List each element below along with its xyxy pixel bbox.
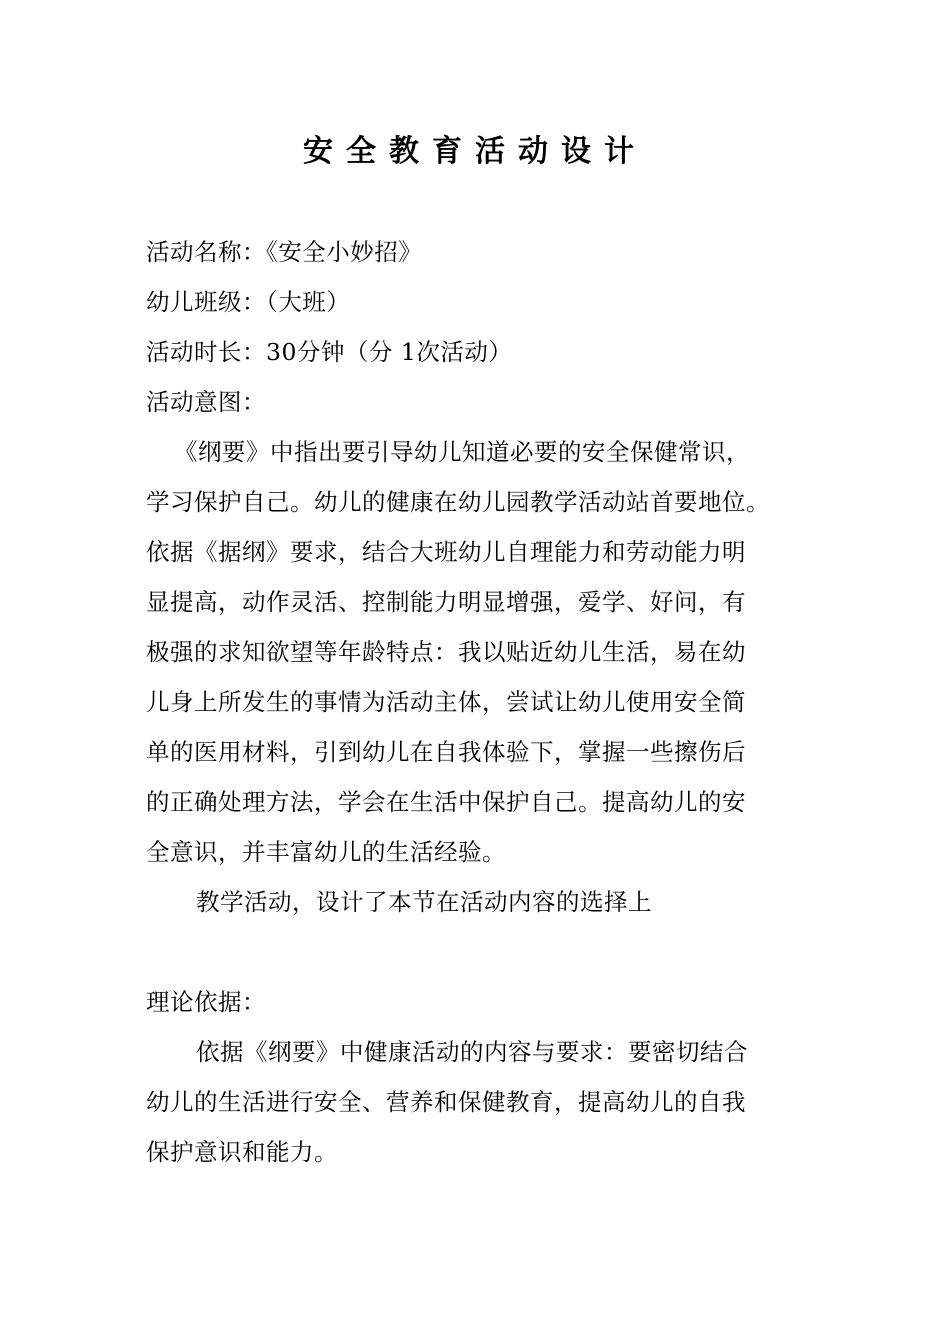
activity-name-line: 活动名称：《安全小妙招》 [146, 238, 423, 266]
intent-paragraph-line: 《纲要》中指出要引导幼儿知道必要的安全保健常识， [174, 438, 750, 466]
theory-paragraph-line: 幼儿的生活进行安全、营养和保健教育，提高幼儿的自我 [146, 1088, 746, 1116]
intent-paragraph-line: 儿身上所发生的事情为活动主体，尝试让幼儿使用安全简 [146, 688, 746, 716]
intent-paragraph-line: 全意识，并丰富幼儿的生活经验。 [146, 838, 506, 866]
intent-paragraph-line: 极强的求知欲望等年龄特点：我以贴近幼儿生活，易在幼 [146, 638, 746, 666]
duration-line: 活动时长：30分钟（分 1次活动） [146, 338, 513, 366]
intent-paragraph-line: 依据《据纲》要求，结合大班幼儿自理能力和劳动能力明 [146, 538, 746, 566]
intent-paragraph-line: 显提高，动作灵活、控制能力明显增强，爱学、好问，有 [146, 588, 746, 616]
theory-paragraph-line: 保护意识和能力。 [146, 1138, 338, 1166]
document-title: 安全教育活动设计 [303, 134, 647, 169]
intent-paragraph-line: 学习保护自己。幼儿的健康在幼儿园教学活动站首要地位。 [146, 488, 770, 516]
intent-paragraph-line: 的正确处理方法，学会在生活中保护自己。提高幼儿的安 [146, 788, 746, 816]
intent-paragraph-line: 单的医用材料，引到幼儿在自我体验下，掌握一些擦伤后 [146, 738, 746, 766]
theory-heading: 理论依据： [146, 988, 266, 1016]
teaching-activity-line: 教学活动，设计了本节在活动内容的选择上 [196, 888, 652, 916]
intent-heading: 活动意图： [146, 388, 266, 416]
theory-paragraph-line: 依据《纲要》中健康活动的内容与要求：要密切结合 [196, 1038, 748, 1066]
class-level-line: 幼儿班级：（大班） [146, 288, 351, 316]
